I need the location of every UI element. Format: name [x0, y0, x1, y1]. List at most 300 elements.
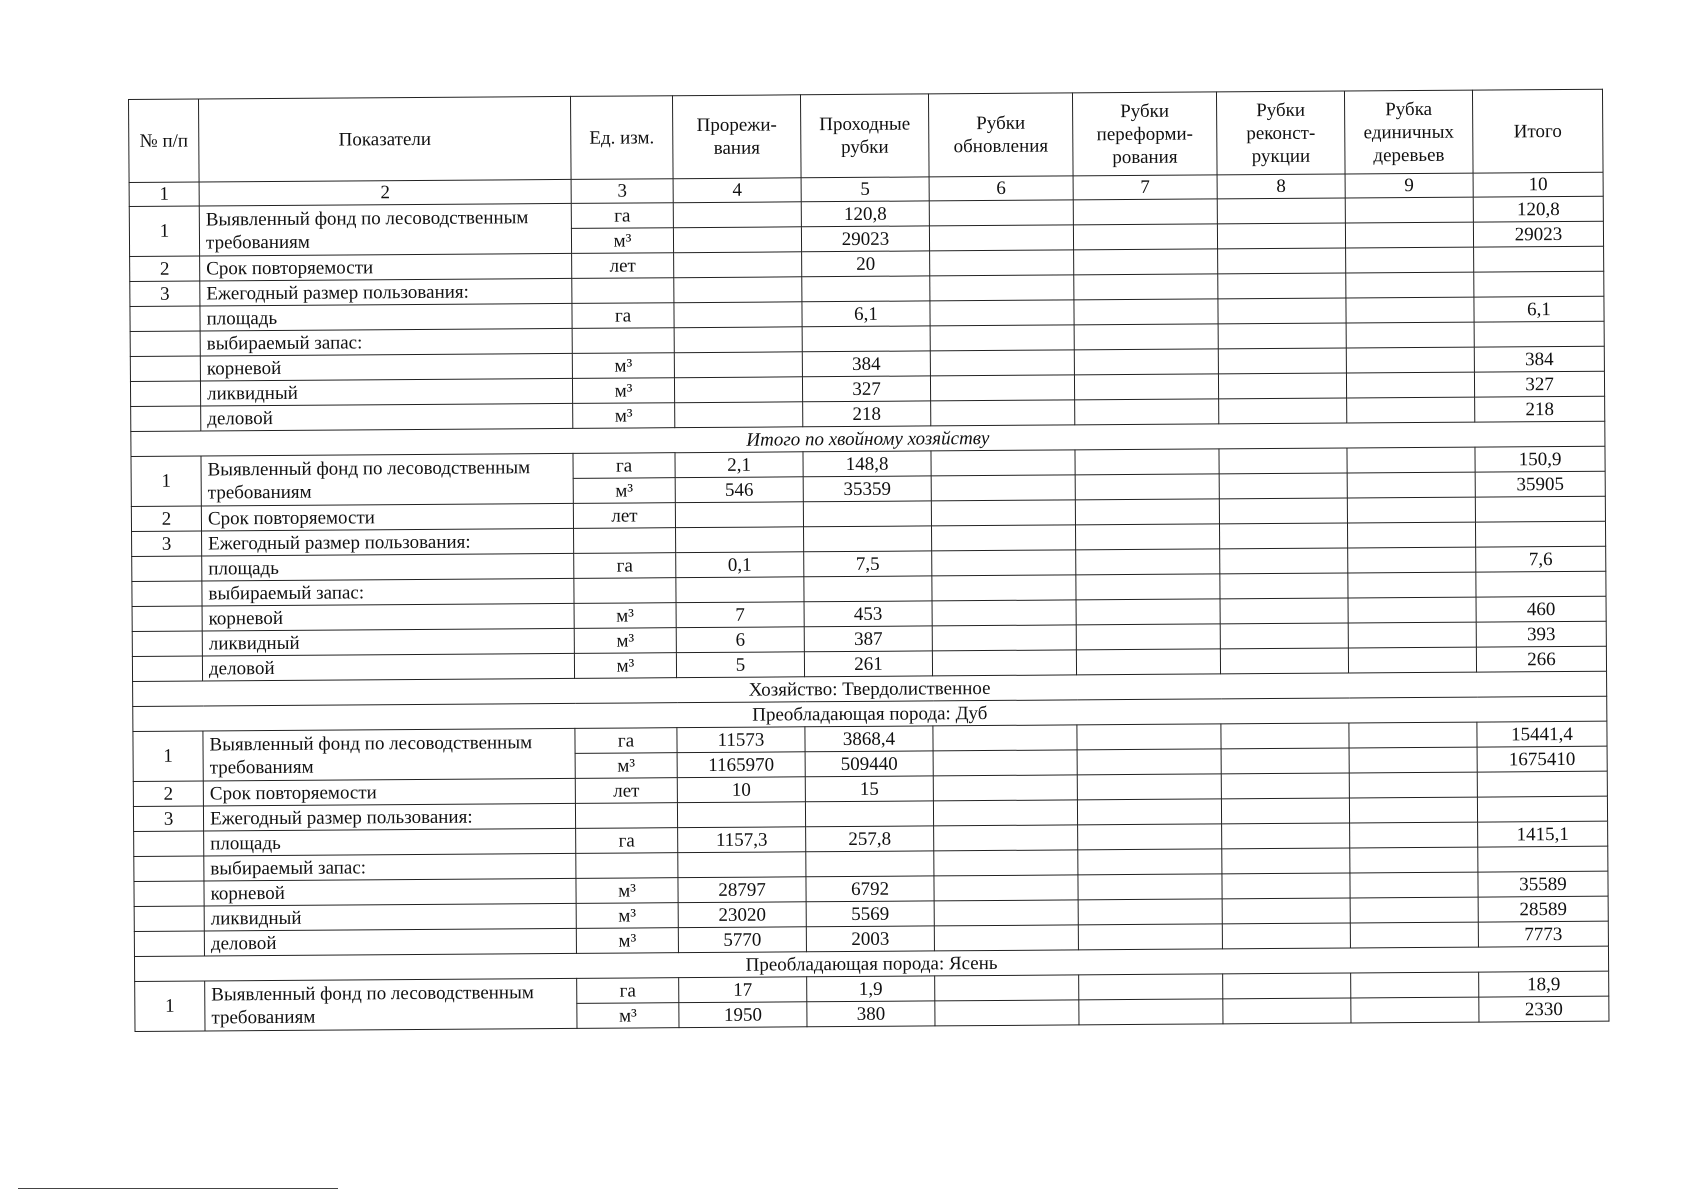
single-tree-cutting-value: [1348, 647, 1476, 673]
total-value: 1415,1: [1478, 821, 1608, 847]
total-value: 7,6: [1476, 546, 1606, 572]
reformation-cutting-value: [1074, 274, 1218, 300]
thinning-value: [676, 527, 804, 553]
passage-cutting-value: 2003: [806, 926, 934, 952]
renewal-cutting-value: [930, 325, 1074, 351]
single-tree-cutting-value: [1346, 372, 1474, 398]
reconstruction-cutting-value: [1220, 573, 1348, 599]
total-value: 35905: [1475, 471, 1605, 497]
unit-cell: га: [573, 453, 675, 479]
thinning-value: [678, 852, 806, 878]
single-tree-cutting-value: [1346, 297, 1474, 323]
total-value: [1475, 521, 1605, 547]
thinning-value: 17: [679, 977, 807, 1003]
indicator-label: Ежегодный размер пользования:: [203, 803, 575, 831]
unit-cell: м³: [576, 903, 678, 929]
unit-cell: м³: [571, 228, 673, 254]
reformation-cutting-value: [1078, 874, 1222, 900]
passage-cutting-value: 453: [804, 601, 932, 627]
total-value: 327: [1474, 371, 1604, 397]
renewal-cutting-value: [931, 400, 1075, 426]
section-title: Итого по хвойному хозяйству: [131, 421, 1605, 456]
thinning-value: [674, 352, 802, 378]
reformation-cutting-value: [1077, 774, 1221, 800]
column-number: 4: [673, 178, 801, 203]
row-number: 2: [130, 256, 200, 281]
unit-cell: га: [577, 978, 679, 1004]
single-tree-cutting-value: [1351, 997, 1479, 1023]
reformation-cutting-value: [1073, 199, 1217, 225]
single-tree-cutting-value: [1347, 447, 1475, 473]
reconstruction-cutting-value: [1220, 598, 1348, 624]
unit-cell: га: [576, 828, 678, 854]
passage-cutting-value: 120,8: [801, 201, 929, 227]
single-tree-cutting-value: [1348, 597, 1476, 623]
passage-cutting-value: 327: [802, 376, 930, 402]
single-tree-cutting-value: [1348, 547, 1476, 573]
reformation-cutting-value: [1076, 649, 1220, 675]
reconstruction-cutting-value: [1220, 548, 1348, 574]
unit-cell: м³: [572, 378, 674, 404]
indicator-label: площадь: [202, 553, 574, 581]
row-number: [130, 306, 200, 331]
indicator-label: выбираемый запас:: [202, 578, 574, 606]
total-value: 7773: [1478, 921, 1608, 947]
row-number: [134, 856, 204, 881]
thinning-value: 28797: [678, 877, 806, 903]
unit-cell: [575, 803, 677, 829]
indicator-label: корневой: [204, 878, 576, 906]
indicator-label: корневой: [200, 353, 572, 381]
column-number: 3: [571, 179, 673, 204]
single-tree-cutting-value: [1347, 497, 1475, 523]
row-number: 2: [131, 506, 201, 531]
indicator-label: Выявленный фонд по лесоводственным требованиям: [203, 728, 575, 781]
total-value: 29023: [1473, 221, 1603, 247]
column-number: 1: [129, 182, 199, 206]
footnote-rule: [18, 1188, 338, 1189]
header-row: [129, 89, 1604, 182]
indicator-label: корневой: [202, 603, 574, 631]
row-number: 1: [133, 731, 203, 781]
total-value: 150,9: [1475, 446, 1605, 472]
reformation-cutting-value: [1074, 349, 1218, 375]
single-tree-cutting-value: [1345, 222, 1473, 248]
renewal-cutting-value: [934, 850, 1078, 876]
renewal-cutting-value: [934, 925, 1078, 951]
total-value: 15441,4: [1477, 721, 1607, 747]
single-tree-cutting-value: [1348, 622, 1476, 648]
passage-cutting-value: 29023: [801, 226, 929, 252]
passage-cutting-value: [803, 501, 931, 527]
thinning-value: [674, 302, 802, 328]
renewal-cutting-value: [935, 975, 1079, 1001]
reformation-cutting-value: [1078, 849, 1222, 875]
passage-cutting-value: [802, 326, 930, 352]
total-value: 393: [1476, 621, 1606, 647]
table-body: [129, 89, 1609, 1031]
indicator-label: ликвидный: [202, 628, 574, 656]
total-value: 1675410: [1477, 746, 1607, 772]
reformation-cutting-value: [1076, 574, 1220, 600]
reconstruction-cutting-value: [1221, 773, 1349, 799]
unit-cell: лет: [575, 778, 677, 804]
unit-cell: [572, 278, 674, 304]
thinning-value: [674, 377, 802, 403]
renewal-cutting-value: [933, 775, 1077, 801]
reformation-cutting-value: [1079, 999, 1223, 1025]
row-number: [130, 331, 200, 356]
section-title: Преобладающая порода: Ясень: [134, 946, 1608, 981]
renewal-cutting-value: [935, 1000, 1079, 1026]
single-tree-cutting-value: [1349, 772, 1477, 798]
reformation-cutting-value: [1076, 624, 1220, 650]
reconstruction-cutting-value: [1221, 723, 1349, 749]
unit-cell: лет: [573, 503, 675, 529]
renewal-cutting-value: [932, 625, 1076, 651]
row-number: [134, 881, 204, 906]
thinning-value: [677, 802, 805, 828]
col-header-reconstruction-cutting: Рубки реконст-рукции: [1216, 91, 1345, 175]
total-value: 35589: [1478, 871, 1608, 897]
thinning-value: [675, 502, 803, 528]
indicator-label: ликвидный: [200, 378, 572, 406]
reconstruction-cutting-value: [1219, 523, 1347, 549]
total-value: [1477, 796, 1607, 822]
column-number: 10: [1473, 172, 1603, 197]
reconstruction-cutting-value: [1218, 273, 1346, 299]
indicator-label: площадь: [200, 303, 572, 331]
thinning-value: [674, 327, 802, 353]
indicator-label: выбираемый запас:: [200, 328, 572, 356]
renewal-cutting-value: [931, 500, 1075, 526]
single-tree-cutting-value: [1347, 472, 1475, 498]
single-tree-cutting-value: [1347, 397, 1475, 423]
unit-cell: га: [571, 203, 673, 229]
reconstruction-cutting-value: [1219, 398, 1347, 424]
passage-cutting-value: 6792: [806, 876, 934, 902]
renewal-cutting-value: [934, 825, 1078, 851]
thinning-value: 11573: [677, 727, 805, 753]
total-value: 18,9: [1479, 971, 1609, 997]
reconstruction-cutting-value: [1220, 648, 1348, 674]
renewal-cutting-value: [931, 475, 1075, 501]
reformation-cutting-value: [1075, 449, 1219, 475]
reconstruction-cutting-value: [1219, 498, 1347, 524]
thinning-value: 1950: [679, 1002, 807, 1028]
unit-cell: м³: [573, 478, 675, 504]
row-number: [132, 656, 202, 681]
total-value: 6,1: [1474, 296, 1604, 322]
renewal-cutting-value: [930, 300, 1074, 326]
total-value: 266: [1476, 646, 1606, 672]
passage-cutting-value: 387: [804, 626, 932, 652]
column-number: 8: [1217, 174, 1345, 199]
reformation-cutting-value: [1074, 324, 1218, 350]
passage-cutting-value: 380: [807, 1001, 935, 1027]
renewal-cutting-value: [933, 800, 1077, 826]
indicator-label: Выявленный фонд по лесоводственным требованиям: [201, 453, 573, 506]
passage-cutting-value: [802, 276, 930, 302]
thinning-value: [673, 202, 801, 228]
reformation-cutting-value: [1076, 599, 1220, 625]
indicator-label: Срок повторяемости: [201, 503, 573, 531]
renewal-cutting-value: [931, 525, 1075, 551]
unit-cell: м³: [576, 928, 678, 954]
passage-cutting-value: 7,5: [804, 551, 932, 577]
renewal-cutting-value: [930, 375, 1074, 401]
section-title: Преобладающая порода: Дуб: [133, 696, 1607, 731]
reconstruction-cutting-value: [1223, 973, 1351, 999]
single-tree-cutting-value: [1347, 522, 1475, 548]
col-header-reformation-cutting: Рубки переформи-рования: [1072, 92, 1217, 176]
single-tree-cutting-value: [1350, 872, 1478, 898]
indicator-label: деловой: [202, 653, 574, 681]
single-tree-cutting-value: [1345, 197, 1473, 223]
passage-cutting-value: 5569: [806, 901, 934, 927]
renewal-cutting-value: [933, 750, 1077, 776]
reconstruction-cutting-value: [1222, 848, 1350, 874]
column-number: 6: [929, 176, 1073, 201]
unit-cell: м³: [574, 603, 676, 629]
reformation-cutting-value: [1074, 299, 1218, 325]
renewal-cutting-value: [934, 875, 1078, 901]
passage-cutting-value: 218: [803, 401, 931, 427]
passage-cutting-value: [804, 526, 932, 552]
reformation-cutting-value: [1077, 749, 1221, 775]
thinning-value: 10: [677, 777, 805, 803]
row-number: [132, 581, 202, 606]
indicator-label: Срок повторяемости: [203, 778, 575, 806]
column-number: 9: [1345, 173, 1473, 198]
reformation-cutting-value: [1078, 899, 1222, 925]
passage-cutting-value: 148,8: [803, 451, 931, 477]
reconstruction-cutting-value: [1221, 798, 1349, 824]
renewal-cutting-value: [930, 275, 1074, 301]
indicator-label: Срок повторяемости: [200, 253, 572, 281]
passage-cutting-value: 257,8: [806, 826, 934, 852]
unit-cell: [576, 853, 678, 879]
reformation-cutting-value: [1074, 249, 1218, 275]
unit-cell: м³: [573, 403, 675, 429]
total-value: [1474, 321, 1604, 347]
passage-cutting-value: [804, 576, 932, 602]
single-tree-cutting-value: [1349, 747, 1477, 773]
indicator-label: площадь: [204, 828, 576, 856]
unit-cell: га: [574, 553, 676, 579]
total-value: 460: [1476, 596, 1606, 622]
reformation-cutting-value: [1075, 474, 1219, 500]
thinning-value: 0,1: [676, 552, 804, 578]
total-value: 218: [1475, 396, 1605, 422]
renewal-cutting-value: [929, 200, 1073, 226]
unit-cell: га: [575, 728, 677, 754]
single-tree-cutting-value: [1349, 722, 1477, 748]
row-number: 3: [130, 281, 200, 306]
col-header-indicators: Показатели: [199, 96, 572, 182]
unit-cell: м³: [572, 353, 674, 379]
unit-cell: м³: [575, 753, 677, 779]
unit-cell: м³: [577, 1003, 679, 1029]
reconstruction-cutting-value: [1223, 998, 1351, 1024]
indicator-label: Ежегодный размер пользования:: [202, 528, 574, 556]
reconstruction-cutting-value: [1218, 348, 1346, 374]
row-number: [132, 631, 202, 656]
reconstruction-cutting-value: [1222, 873, 1350, 899]
indicator-label: выбираемый запас:: [204, 853, 576, 881]
renewal-cutting-value: [932, 550, 1076, 576]
renewal-cutting-value: [932, 650, 1076, 676]
reconstruction-cutting-value: [1221, 748, 1349, 774]
row-number: 1: [129, 206, 199, 256]
row-number: [132, 556, 202, 581]
row-number: [134, 906, 204, 931]
reconstruction-cutting-value: [1218, 323, 1346, 349]
renewal-cutting-value: [932, 575, 1076, 601]
passage-cutting-value: 1,9: [807, 976, 935, 1002]
indicator-label: Выявленный фонд по лесоводственным требованиям: [205, 978, 577, 1031]
indicator-label: Ежегодный размер пользования:: [200, 278, 572, 306]
renewal-cutting-value: [931, 450, 1075, 476]
passage-cutting-value: 15: [805, 776, 933, 802]
reconstruction-cutting-value: [1220, 623, 1348, 649]
single-tree-cutting-value: [1349, 797, 1477, 823]
passage-cutting-value: 20: [802, 251, 930, 277]
single-tree-cutting-value: [1350, 822, 1478, 848]
unit-cell: м³: [574, 653, 676, 679]
indicator-label: деловой: [201, 403, 573, 431]
col-header-total: Итого: [1472, 89, 1603, 173]
total-value: 2330: [1479, 996, 1609, 1022]
column-number: 2: [199, 179, 571, 206]
thinning-value: 1157,3: [678, 827, 806, 853]
reformation-cutting-value: [1073, 224, 1217, 250]
row-number: [134, 831, 204, 856]
row-number: 2: [133, 781, 203, 806]
total-value: [1475, 496, 1605, 522]
indicator-label: ликвидный: [204, 903, 576, 931]
col-header-renewal-cutting: Рубки обновления: [928, 93, 1073, 177]
renewal-cutting-value: [930, 350, 1074, 376]
thinning-value: [673, 227, 801, 253]
unit-cell: лет: [572, 253, 674, 279]
renewal-cutting-value: [934, 900, 1078, 926]
single-tree-cutting-value: [1350, 897, 1478, 923]
reconstruction-cutting-value: [1222, 898, 1350, 924]
thinning-value: 1165970: [677, 752, 805, 778]
total-value: [1474, 246, 1604, 272]
reformation-cutting-value: [1075, 524, 1219, 550]
section-title: Хозяйство: Твердолиственное: [133, 671, 1607, 706]
thinning-value: [675, 402, 803, 428]
single-tree-cutting-value: [1346, 322, 1474, 348]
forest-use-table: [128, 89, 1609, 1032]
total-value: [1477, 771, 1607, 797]
passage-cutting-value: 261: [804, 651, 932, 677]
unit-cell: м³: [574, 628, 676, 654]
reconstruction-cutting-value: [1219, 448, 1347, 474]
passage-cutting-value: [805, 801, 933, 827]
reconstruction-cutting-value: [1219, 473, 1347, 499]
reconstruction-cutting-value: [1222, 823, 1350, 849]
row-number: [130, 381, 200, 406]
row-number: [131, 406, 201, 431]
passage-cutting-value: 3868,4: [805, 726, 933, 752]
thinning-value: [676, 577, 804, 603]
total-value: [1476, 571, 1606, 597]
passage-cutting-value: 35359: [803, 476, 931, 502]
col-header-passage-cutting: Проходные рубки: [800, 94, 929, 178]
single-tree-cutting-value: [1346, 272, 1474, 298]
row-number: 1: [135, 981, 205, 1031]
thinning-value: [674, 277, 802, 303]
unit-cell: [574, 528, 676, 554]
single-tree-cutting-value: [1351, 972, 1479, 998]
single-tree-cutting-value: [1346, 247, 1474, 273]
row-number: [134, 931, 204, 956]
renewal-cutting-value: [933, 725, 1077, 751]
unit-cell: м³: [576, 878, 678, 904]
total-value: 384: [1474, 346, 1604, 372]
renewal-cutting-value: [929, 225, 1073, 251]
reconstruction-cutting-value: [1217, 223, 1345, 249]
thinning-value: 5: [676, 652, 804, 678]
row-number: [132, 606, 202, 631]
thinning-value: 2,1: [675, 452, 803, 478]
reformation-cutting-value: [1079, 974, 1223, 1000]
renewal-cutting-value: [932, 600, 1076, 626]
total-value: [1478, 846, 1608, 872]
reformation-cutting-value: [1077, 724, 1221, 750]
reformation-cutting-value: [1078, 824, 1222, 850]
passage-cutting-value: 384: [802, 351, 930, 377]
total-value: 120,8: [1473, 196, 1603, 222]
reconstruction-cutting-value: [1217, 198, 1345, 224]
reformation-cutting-value: [1078, 924, 1222, 950]
thinning-value: 7: [676, 602, 804, 628]
unit-cell: [572, 328, 674, 354]
single-tree-cutting-value: [1348, 572, 1476, 598]
thinning-value: 546: [675, 477, 803, 503]
reformation-cutting-value: [1076, 549, 1220, 575]
single-tree-cutting-value: [1350, 922, 1478, 948]
row-number: [130, 356, 200, 381]
row-number: 1: [131, 456, 201, 506]
column-number: 5: [801, 177, 929, 202]
single-tree-cutting-value: [1346, 347, 1474, 373]
col-header-unit: Ед. изм.: [570, 96, 673, 180]
reformation-cutting-value: [1074, 374, 1218, 400]
passage-cutting-value: 6,1: [802, 301, 930, 327]
total-value: 28589: [1478, 896, 1608, 922]
col-header-thinning: Прорежи-вания: [672, 95, 801, 179]
thinning-value: 6: [676, 627, 804, 653]
single-tree-cutting-value: [1350, 847, 1478, 873]
col-header-single-tree-cutting: Рубка единичных деревьев: [1344, 90, 1473, 174]
unit-cell: га: [572, 303, 674, 329]
unit-cell: [574, 578, 676, 604]
col-header-number: № п/п: [129, 99, 200, 182]
total-value: [1474, 271, 1604, 297]
reconstruction-cutting-value: [1218, 298, 1346, 324]
column-number: 7: [1073, 175, 1217, 200]
renewal-cutting-value: [930, 250, 1074, 276]
indicator-label: деловой: [204, 928, 576, 956]
reconstruction-cutting-value: [1218, 373, 1346, 399]
thinning-value: [674, 252, 802, 278]
reformation-cutting-value: [1075, 399, 1219, 425]
passage-cutting-value: 509440: [805, 751, 933, 777]
